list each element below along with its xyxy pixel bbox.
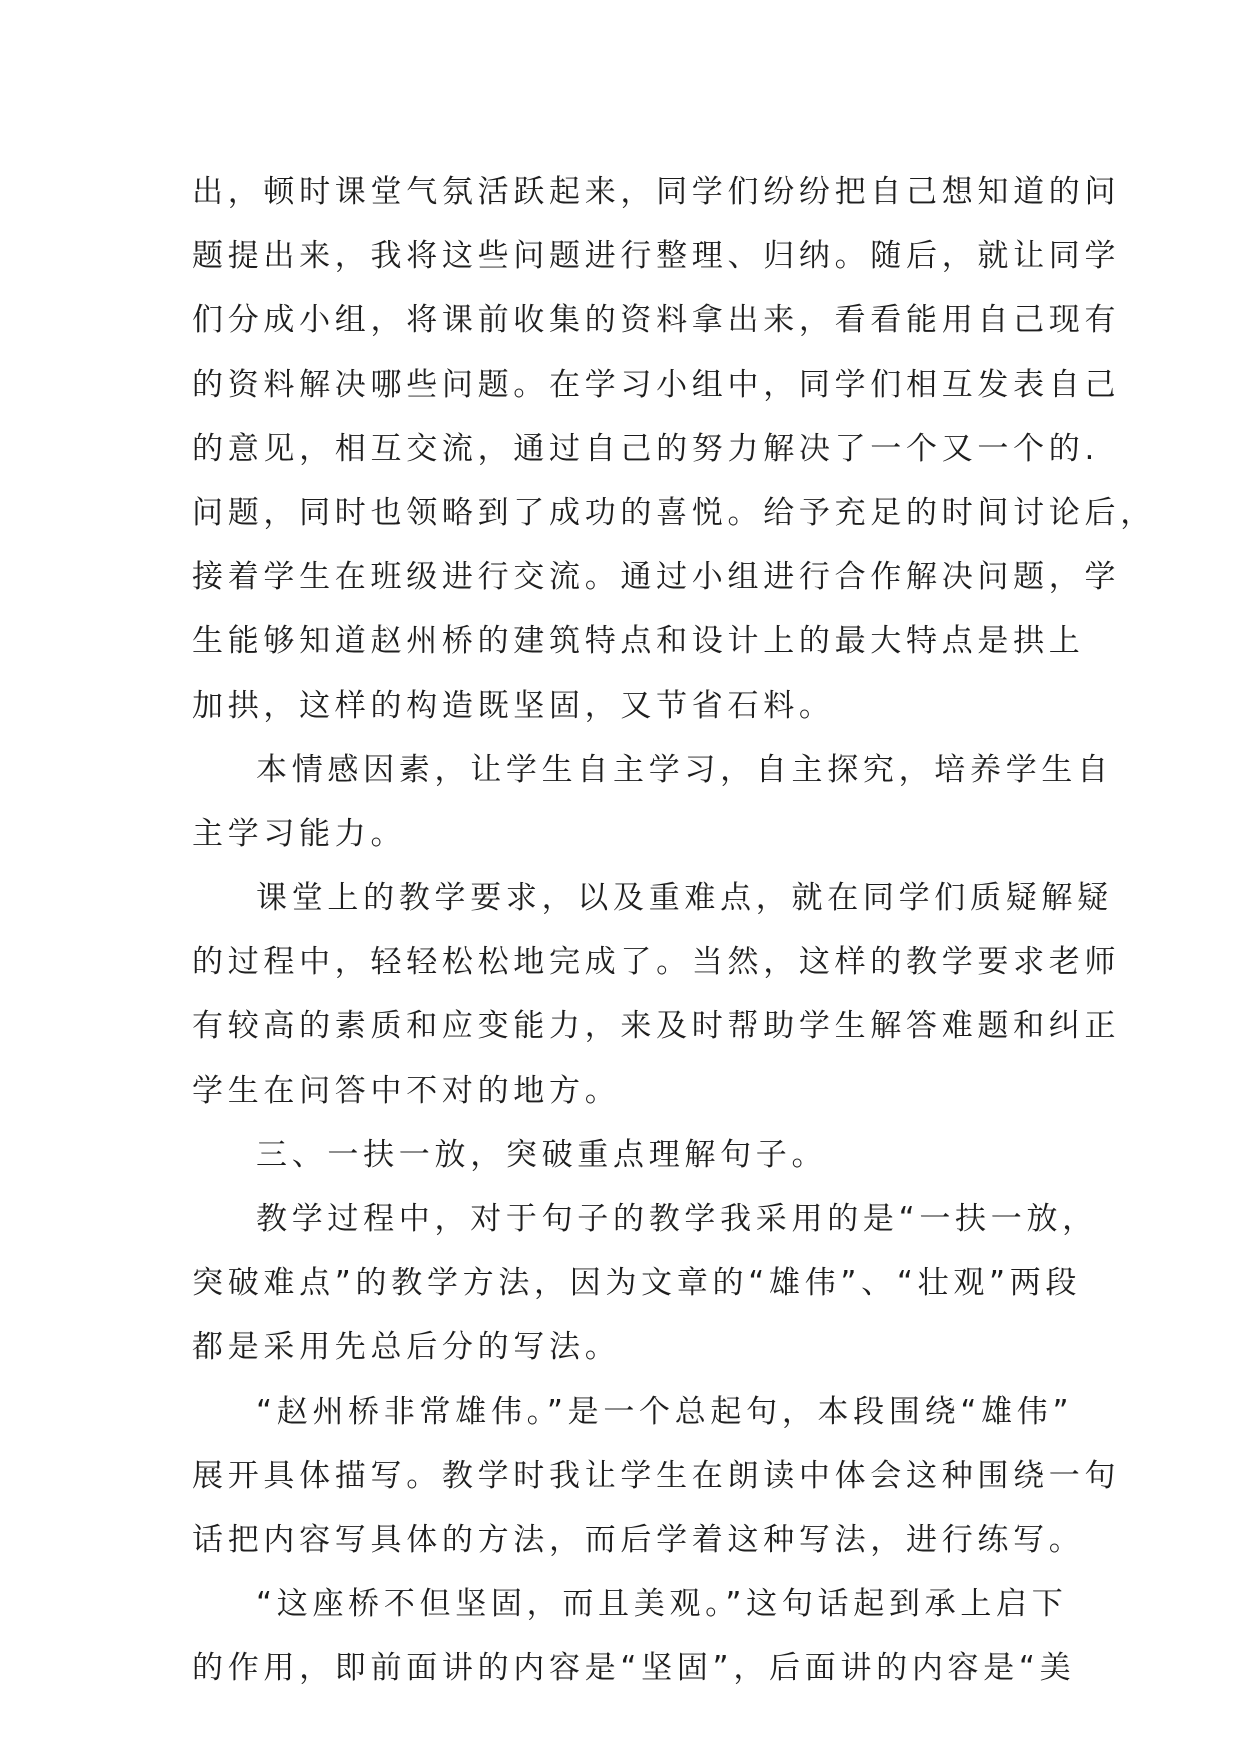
text-line: 接着学生在班级进行交流。通过小组进行合作解决问题，学 (192, 559, 1121, 596)
text-line: 学生在问答中不对的地方。 (192, 1072, 621, 1109)
text-line: 突破难点”的教学方法，因为文章的“雄伟”、“壮观”两段 (192, 1265, 1082, 1302)
document-body (192, 160, 1156, 1701)
paragraph-start-line: 本情感因素，让学生自主学习，自主探究，培养学生自 (256, 751, 1113, 788)
text-line: 有较高的素质和应变能力，来及时帮助学生解答难题和纠正 (192, 1008, 1121, 1045)
text-line: 话把内容写具体的方法，而后学着这种写法，进行练写。 (192, 1521, 1085, 1558)
text-line: 的资料解决哪些问题。在学习小组中，同学们相互发表自己 (192, 366, 1121, 403)
text-line: 们分成小组，将课前收集的资料拿出来，看看能用自己现有 (192, 302, 1121, 339)
text-line: 出，顿时课堂气氛活跃起来，同学们纷纷把自己想知道的问 (192, 174, 1121, 210)
text-line: 生能够知道赵州桥的建筑特点和设计上的最大特点是拱上 (192, 623, 1085, 660)
paragraph-start-line: 课堂上的教学要求，以及重难点，就在同学们质疑解疑 (256, 880, 1113, 917)
paragraph-start-line: “赵州桥非常雄伟。”是一个总起句，本段围绕“雄伟” (256, 1393, 1074, 1430)
text-line: 都是采用先总后分的写法。 (192, 1329, 621, 1366)
text-line: 主学习能力。 (192, 815, 407, 852)
text-line: 问题，同时也领略到了成功的喜悦。给予充足的时间讨论后， (192, 494, 1156, 531)
text-line: 的过程中，轻轻松松地完成了。当然，这样的教学要求老师 (192, 944, 1121, 981)
paragraph-start-line: 教学过程中，对于句子的教学我采用的是“一扶一放， (256, 1201, 1098, 1237)
section-heading: 三、一扶一放，突破重点理解句子。 (256, 1136, 828, 1173)
paragraph-start-line: “这座桥不但坚固，而且美观。”这句话起到承上启下 (256, 1586, 1068, 1623)
text-line: 题提出来，我将这些问题进行整理、归纳。随后，就让同学 (192, 238, 1121, 275)
text-line: 展开具体描写。教学时我让学生在朗读中体会这种围绕一句 (192, 1457, 1121, 1494)
text-line: 的作用，即前面讲的内容是“坚固”，后面讲的内容是“美 (192, 1650, 1076, 1687)
text-line: 的意见，相互交流，通过自己的努力解决了一个又一个的. (192, 430, 1100, 467)
text-line: 加拱，这样的构造既坚固，又节省石料。 (192, 687, 835, 724)
